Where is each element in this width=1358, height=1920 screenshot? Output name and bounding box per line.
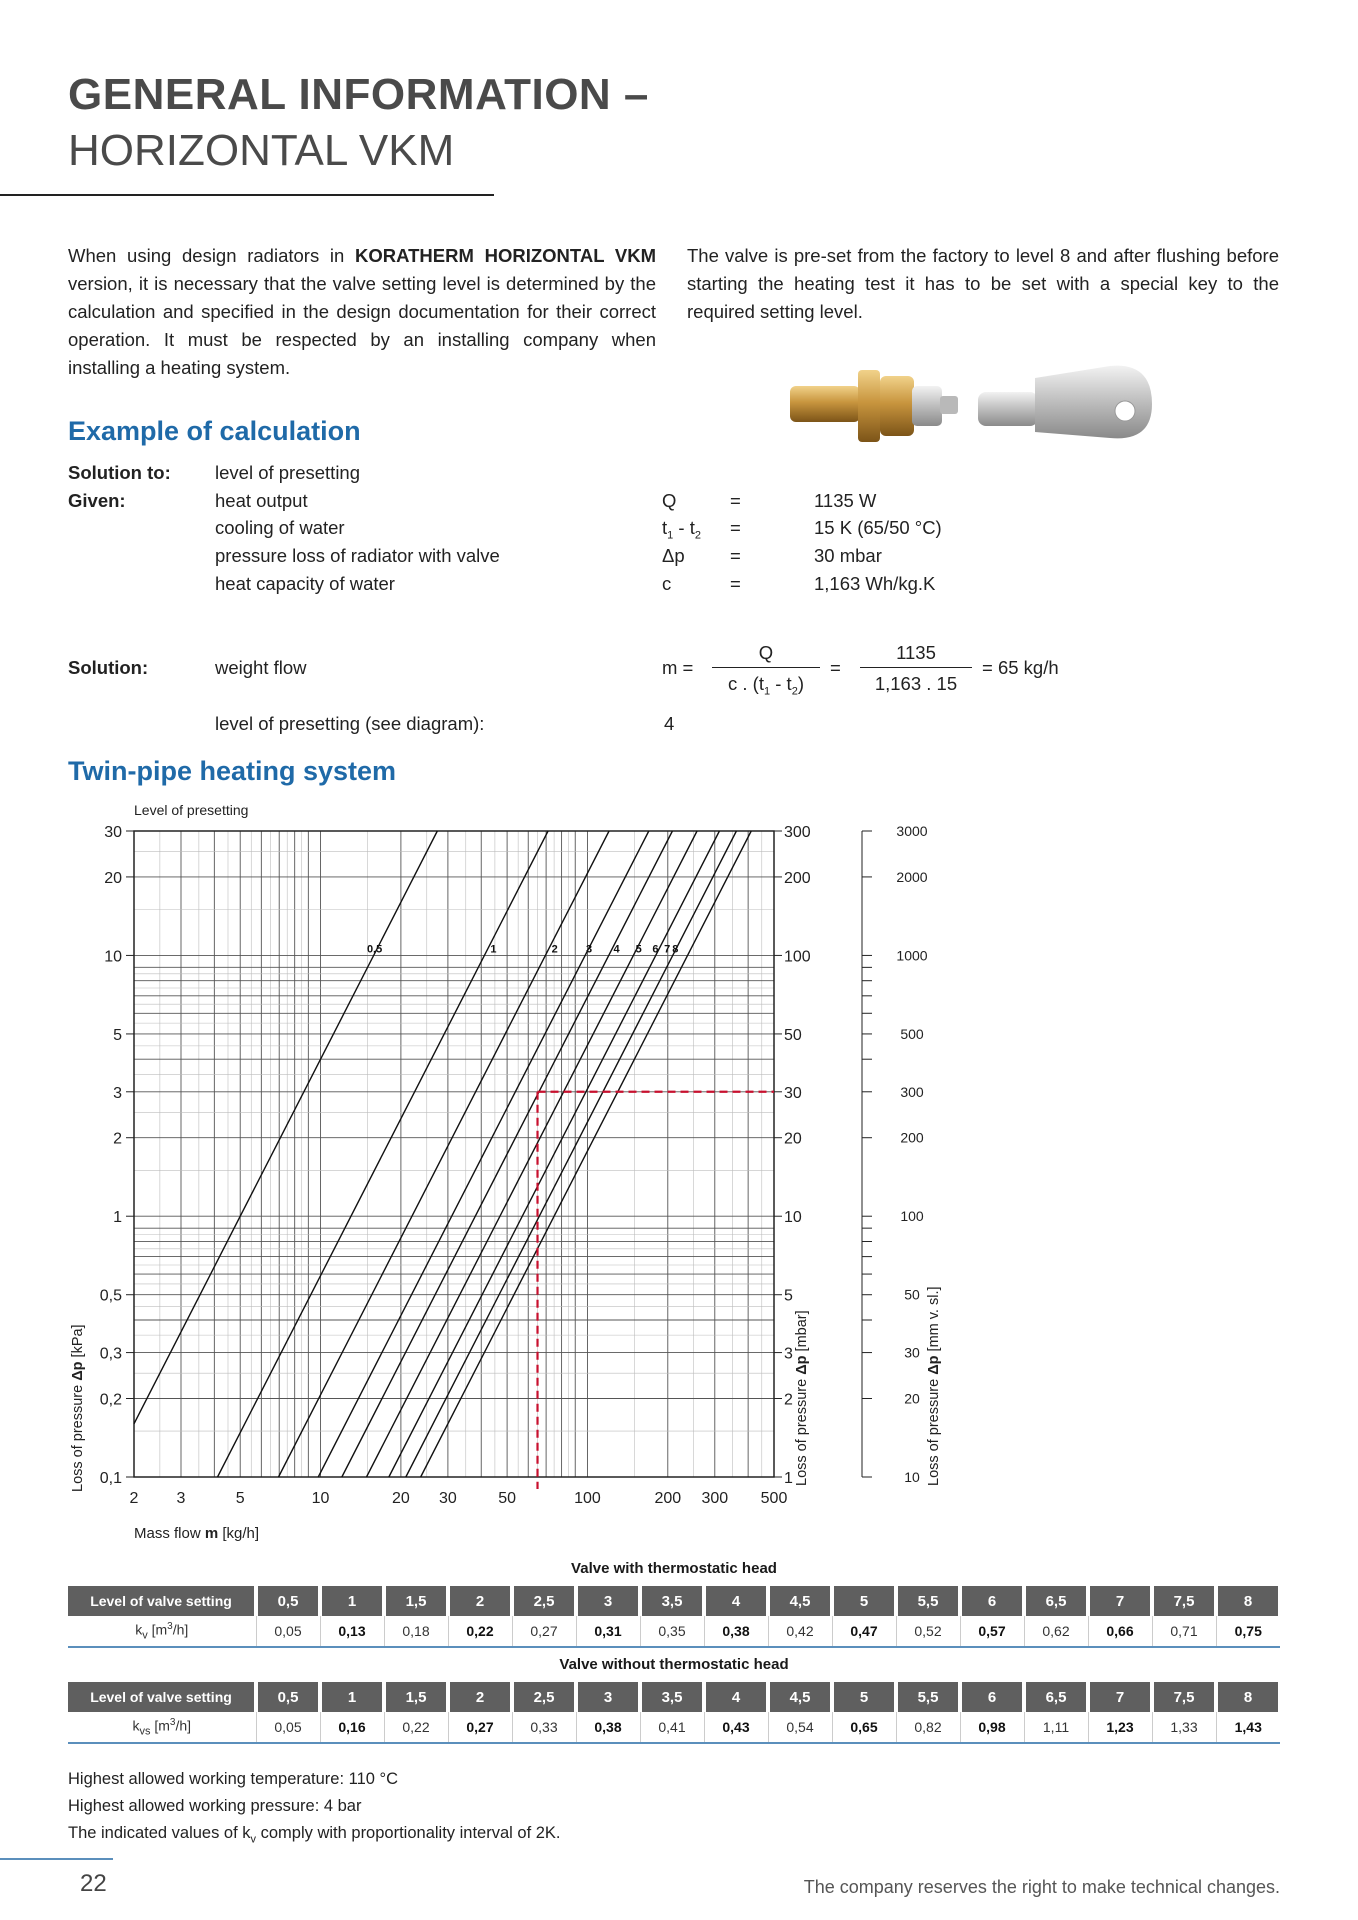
y-left-tick-label: 0,3: [99, 1345, 122, 1363]
level-header-cell: 7,5: [1152, 1586, 1216, 1616]
level-header-cell: 7,5: [1152, 1682, 1216, 1712]
kv-value-cell: 1,33: [1152, 1712, 1216, 1743]
note-kv: The indicated values of $k_v$ comply with proportionality interval of 2K.: [68, 1824, 561, 1846]
y-right-axis-label: Loss of pressure Δp [mm v. sl.]: [926, 1286, 942, 1486]
mm-tick-label: 50: [904, 1286, 920, 1303]
y-left-tick-label: 0,5: [99, 1287, 122, 1305]
level-header-cell: 7: [1088, 1586, 1152, 1616]
presetting-curve: [218, 831, 549, 1477]
level-header-cell: 5,5: [896, 1682, 960, 1712]
x-tick-label: 2: [129, 1490, 139, 1507]
y-left-tick-label: 10: [104, 948, 122, 966]
level-header-label: Level of valve setting: [68, 1586, 256, 1616]
given-eq-1: =: [730, 517, 741, 538]
equals-2: =: [830, 657, 841, 678]
y-mid-tick-label: 2: [784, 1391, 793, 1409]
x-tick-label: 500: [760, 1490, 788, 1507]
y-mid-tick-label: 30: [784, 1084, 802, 1102]
given-label-1: cooling of water: [215, 517, 345, 538]
mm-tick-label: 2000: [896, 868, 928, 885]
y-mid-axis-label: Loss of pressure Δp [mbar]: [794, 1310, 810, 1486]
kv-value-cell: 0,52: [896, 1616, 960, 1647]
kv-value-cell: 0,65: [832, 1712, 896, 1743]
mm-tick-label: 300: [900, 1083, 924, 1100]
kv-row-label: $k_v$ $[m^3/h]$: [68, 1616, 256, 1647]
level-header-cell: 4: [704, 1682, 768, 1712]
kv-value-cell: 0,38: [704, 1616, 768, 1647]
valve-and-key-image: [780, 356, 1158, 456]
kv-value-cell: 0,98: [960, 1712, 1024, 1743]
level-header-cell: 6,5: [1024, 1586, 1088, 1616]
y-mid-tick-label: 200: [784, 869, 811, 887]
y-mid-tick-label: 300: [784, 824, 811, 841]
intro-text-2: version, it is necessary that the valve setting level is determined by the calculation and specified in the design documentation for their correct operation. It must be respected by an installing company when installing a heating system.: [68, 273, 656, 378]
given-value-0: 1135 W: [814, 490, 877, 511]
presetting-curves: [134, 831, 751, 1477]
mm-tick-label: 30: [904, 1344, 920, 1361]
kv-table-with-head: [68, 1586, 1282, 1648]
presetting-label: level of presetting (see diagram):: [215, 713, 485, 734]
fraction-2-denominator: 1,163 . 15: [874, 673, 958, 694]
level-header-cell: 1: [320, 1586, 384, 1616]
x-tick-label: 300: [701, 1490, 729, 1507]
x-tick-label: 100: [574, 1490, 601, 1507]
level-header-cell: 4,5: [768, 1586, 832, 1616]
presetting-curve: [278, 831, 609, 1477]
kv-value-cell: 0,05: [256, 1712, 320, 1743]
kv-value-cell: 0,35: [640, 1616, 704, 1647]
note-temperature: Highest allowed working temperature: 110 °C: [68, 1770, 399, 1788]
top-label: Level of presetting: [134, 802, 249, 818]
kv-value-cell: 0,41: [640, 1712, 704, 1743]
note-pressure: Highest allowed working pressure: 4 bar: [68, 1797, 362, 1815]
y-left-tick-label: 1: [113, 1209, 122, 1227]
intro-left-paragraph: [68, 242, 656, 382]
fraction-1-denominator: c . $(t_1 - t_2)$: [728, 673, 804, 698]
mm-tick-label: 3000: [896, 823, 928, 839]
fraction-2-line: [860, 667, 972, 668]
given-value-2: 30 mbar: [814, 545, 882, 566]
mm-tick-label: 100: [900, 1208, 924, 1225]
level-header-cell: 0,5: [256, 1586, 320, 1616]
kv-value-cell: 0,22: [384, 1712, 448, 1743]
y-mid-tick-label: 10: [784, 1209, 802, 1227]
kv-value-cell: 0,66: [1088, 1616, 1152, 1647]
x-tick-label: 200: [654, 1490, 682, 1507]
x-axis-label: Mass flow m [kg/h]: [134, 1525, 260, 1542]
level-header-cell: 3,5: [640, 1586, 704, 1616]
kv-value-cell: 0,57: [960, 1616, 1024, 1647]
level-header-cell: 5: [832, 1682, 896, 1712]
given-eq-0: =: [730, 490, 741, 511]
kv-value-cell: 0,13: [320, 1616, 384, 1647]
kv-value-cell: 0,05: [256, 1616, 320, 1647]
y-mid-tick-label: 50: [784, 1026, 802, 1044]
table-1-header-row: [68, 1586, 1280, 1616]
level-header-cell: 5,5: [896, 1586, 960, 1616]
level-header-cell: 4: [704, 1586, 768, 1616]
curve-label: 7: [664, 943, 671, 956]
kv-value-cell: 0,82: [896, 1712, 960, 1743]
given-eq-3: =: [730, 573, 741, 594]
calc-heading: Example of calculation: [68, 416, 361, 446]
fraction-1-numerator: Q: [758, 642, 774, 663]
curve-label: 0,5: [366, 943, 383, 956]
y-left-tick-label: 20: [104, 869, 122, 887]
diagram-frame: [134, 831, 774, 1477]
kv-value-cell: 0,18: [384, 1616, 448, 1647]
kv-value-cell: 0,62: [1024, 1616, 1088, 1647]
kv-value-cell: 0,33: [512, 1712, 576, 1743]
kv-value-cell: 0,54: [768, 1712, 832, 1743]
kv-value-cell: 0,22: [448, 1616, 512, 1647]
y-left-tick-label: 3: [113, 1084, 122, 1102]
level-header-cell: 5: [832, 1586, 896, 1616]
page-subtitle: HORIZONTAL VKM: [68, 126, 455, 175]
y-mid-tick-label: 100: [784, 948, 811, 966]
y-left-tick-label: 30: [104, 824, 122, 841]
kv-row-label: $k_{vs}$ $[m^3/h]$: [68, 1712, 256, 1743]
fraction-1-line: [712, 667, 820, 668]
table-1-value-row: [68, 1616, 1280, 1647]
level-header-cell: 1,5: [384, 1586, 448, 1616]
weight-flow-label: weight flow: [215, 657, 307, 678]
curve-label: 4: [613, 943, 620, 956]
given-eq-2: =: [730, 545, 741, 566]
m-equals: m =: [662, 657, 694, 678]
kvs-table-without-head: [68, 1682, 1282, 1744]
title-divider: [0, 194, 494, 196]
y-left-tick-label: 0,1: [99, 1470, 122, 1487]
y-mid-tick-label: 5: [784, 1287, 793, 1305]
mm-axis: [862, 823, 928, 1485]
level-header-cell: 7: [1088, 1682, 1152, 1712]
presetting-value: 4: [664, 713, 675, 734]
kv-value-cell: 1,43: [1216, 1712, 1280, 1743]
presetting-curve: [366, 831, 697, 1477]
y-mid-tick-label: 1: [784, 1470, 793, 1487]
level-header-cell: 2,5: [512, 1586, 576, 1616]
x-tick-label: 20: [391, 1490, 410, 1507]
table-1-caption: Valve with thermostatic head: [571, 1560, 777, 1577]
level-header-label: Level of valve setting: [68, 1682, 256, 1712]
level-header-cell: 6: [960, 1682, 1024, 1712]
given-symbol-2: Δp: [662, 545, 685, 566]
level-header-cell: 2: [448, 1586, 512, 1616]
kv-value-cell: 1,23: [1088, 1712, 1152, 1743]
given-value-3: 1,163 Wh/kg.K: [814, 573, 936, 594]
mm-tick-label: 200: [900, 1129, 924, 1146]
curve-label: 6: [652, 943, 659, 956]
level-header-cell: 1: [320, 1682, 384, 1712]
table-2-caption: Valve without thermostatic head: [559, 1656, 789, 1673]
kv-value-cell: 0,42: [768, 1616, 832, 1647]
presetting-curve: [406, 831, 737, 1477]
footer-disclaimer: The company reserves the right to make technical changes.: [803, 1877, 1280, 1897]
given-symbol-1: $t_1 - t_2$: [662, 517, 701, 542]
curve-label: 8: [672, 943, 679, 956]
table-2-header-row: [68, 1682, 1280, 1712]
x-tick-label: 50: [498, 1490, 517, 1507]
level-header-cell: 3: [576, 1682, 640, 1712]
fraction-2-numerator: 1135: [896, 642, 936, 663]
solution-label: Solution:: [68, 657, 149, 678]
y-left-tick-label: 5: [113, 1026, 122, 1044]
curve-label: 1: [490, 943, 497, 956]
presetting-curve: [421, 831, 752, 1477]
kv-value-cell: 0,47: [832, 1616, 896, 1647]
mm-tick-label: 1000: [896, 947, 928, 964]
level-header-cell: 0,5: [256, 1682, 320, 1712]
kv-value-cell: 0,38: [576, 1712, 640, 1743]
solution-to-label: Solution to:: [68, 462, 171, 483]
y-left-tick-label: 0,2: [99, 1391, 122, 1409]
y-mid-tick-label: 20: [784, 1130, 802, 1148]
curve-label: 2: [551, 943, 558, 956]
kv-value-cell: 0,31: [576, 1616, 640, 1647]
kv-value-cell: 0,27: [448, 1712, 512, 1743]
intro-right-paragraph: The valve is pre-set from the factory to level 8 and after flushing before starting the heating test it has to be set with a special key to the required setting level.: [687, 245, 1279, 322]
kv-value-cell: 0,27: [512, 1616, 576, 1647]
given-label-0: heat output: [215, 490, 308, 511]
pressure-loss-diagram: [0, 790, 1000, 1550]
solution-to-value: level of presetting: [215, 462, 361, 483]
given-symbol-0: Q: [662, 490, 677, 511]
level-header-cell: 3,5: [640, 1682, 704, 1712]
level-header-cell: 8: [1216, 1682, 1280, 1712]
intro-product-name: KORATHERM HORIZONTAL VKM: [355, 245, 656, 266]
mm-tick-label: 500: [900, 1025, 924, 1042]
footer-divider: [0, 1858, 113, 1860]
diagram-heading: Twin-pipe heating system: [68, 756, 397, 786]
weight-flow-result: = 65 kg/h: [982, 657, 1059, 678]
page-number: 22: [80, 1870, 107, 1897]
level-header-cell: 3: [576, 1586, 640, 1616]
level-header-cell: 8: [1216, 1586, 1280, 1616]
curve-label: 5: [635, 943, 642, 956]
level-header-cell: 2: [448, 1682, 512, 1712]
kv-value-cell: 1,11: [1024, 1712, 1088, 1743]
given-label-3: heat capacity of water: [215, 573, 395, 594]
level-header-cell: 6,5: [1024, 1682, 1088, 1712]
x-tick-label: 3: [176, 1490, 186, 1507]
y-left-axis-label: Loss of pressure Δp [kPa]: [70, 1324, 86, 1492]
kv-value-cell: 0,16: [320, 1712, 384, 1743]
given-value-1: 15 K (65/50 °C): [814, 517, 942, 538]
mm-tick-label: 20: [904, 1390, 920, 1407]
level-header-cell: 1,5: [384, 1682, 448, 1712]
x-tick-label: 5: [235, 1490, 245, 1507]
level-header-cell: 2,5: [512, 1682, 576, 1712]
page-title: GENERAL INFORMATION –: [68, 70, 649, 119]
table-2-value-row: [68, 1712, 1280, 1743]
y-mid-tick-label: 3: [784, 1345, 793, 1363]
diagram-grid: [134, 831, 774, 1477]
x-tick-label: 10: [311, 1490, 330, 1507]
kv-value-cell: 0,71: [1152, 1616, 1216, 1647]
mm-tick-label: 10: [904, 1469, 920, 1485]
given-symbol-3: c: [662, 573, 672, 594]
diagram-labels: [100, 824, 811, 1507]
given-label-2: pressure loss of radiator with valve: [215, 545, 500, 566]
level-header-cell: 4,5: [768, 1682, 832, 1712]
x-tick-label: 30: [438, 1490, 457, 1507]
y-left-tick-label: 2: [113, 1130, 122, 1148]
level-header-cell: 6: [960, 1586, 1024, 1616]
kv-value-cell: 0,43: [704, 1712, 768, 1743]
intro-text-1: When using design radiators in: [68, 245, 356, 266]
given-label: Given:: [68, 490, 126, 511]
curve-label: 3: [586, 943, 593, 956]
kv-value-cell: 0,75: [1216, 1616, 1280, 1647]
